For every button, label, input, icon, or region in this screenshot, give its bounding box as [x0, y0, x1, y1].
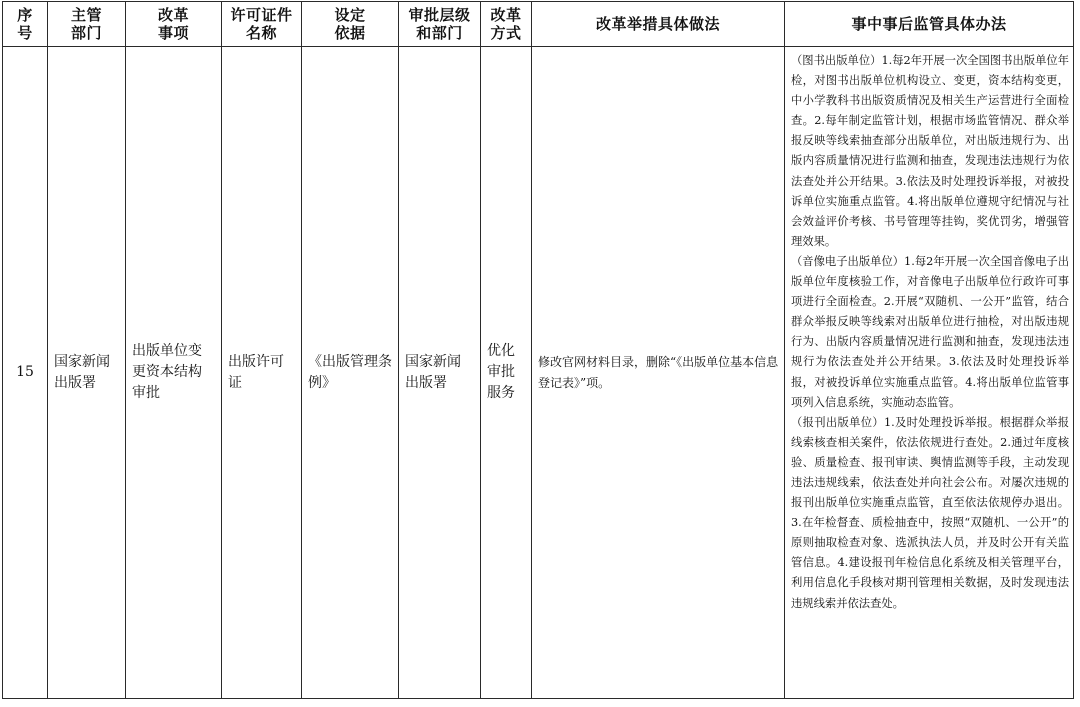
header-measures: 改革举措具体做法 [532, 2, 785, 47]
cell-basis: 《出版管理条例》 [302, 47, 399, 699]
header-row [3, 2, 1074, 47]
reform-table [2, 1, 1074, 699]
cell-measures: 修改官网材料目录，删除“《出版单位基本信息登记表》”项。 [532, 47, 785, 699]
header-method: 改革 方式 [481, 2, 532, 47]
header-item: 改革 事项 [126, 2, 222, 47]
table-row [3, 47, 1074, 699]
supervision-book-publishers: （图书出版单位）1.每2年开展一次全国图书出版单位年检，对图书出版单位机构设立、变更，资本结构变更，中小学教科书出版资质情况及相关生产运营进行全面检查。2.每年制定监管计划，根据市场监管情况、群众举报反映等线索抽查部分出版单位，对出版违规行为、出版内容质量情况进行监测和抽查，发现违法违规行为依法查处并公开结果。3.依法及时处理投诉举报，对被投诉单位实施重点监管。4.将出版单位遵规守纪情况与社会效益评价考核、书号管理等挂钩，奖优罚劣，增强管理效果。 [791, 54, 1069, 248]
cell-level: 国家新闻出版署 [399, 47, 481, 699]
header-basis: 设定 依据 [302, 2, 399, 47]
header-seq: 序 号 [3, 2, 48, 47]
cell-license: 出版许可证 [222, 47, 302, 699]
cell-supervision [785, 47, 1074, 699]
supervision-av-electronic-publishers: （音像电子出版单位）1.每2年开展一次全国音像电子出版单位年度核验工作，对音像电子出版单位行政许可事项进行全面检查。2.开展“双随机、一公开”监管，结合群众举报反映等线索对出版单位进行抽检，对出版违规行为、出版内容质量情况进行监测和抽查，发现违法违规行为依法查处并公开结果。3.依法及时处理投诉举报，对被投诉单位实施重点监管。4.将出版单位监管事项列入信息系统，实施动态监管。 [791, 254, 1069, 409]
cell-item: 出版单位变更资本结构审批 [126, 47, 222, 699]
header-level: 审批层级 和部门 [399, 2, 481, 47]
header-license: 许可证件 名称 [222, 2, 302, 47]
cell-seq: 15 [3, 47, 48, 699]
cell-method: 优化审批服务 [481, 47, 532, 699]
supervision-periodical-publishers: （报刊出版单位）1.及时处理投诉举报。根据群众举报线索核查相关案件，依法依规进行查处。2.通过年度核验、质量检查、报刊审读、舆情监测等手段，主动发现违法违规线索，依法查处并向社会公布。对屡次违规的报刊出版单位实施重点监管，直至依法依规停办退出。3.在年检督查、质检抽查中，按照“双随机、一公开”的原则抽取检查对象、选派执法人员，并及时公开有关监管信息。4.建设报刊年检信息化系统及相关管理平台，利用信息化手段核对期刊管理相关数据，及时发现违法违规线索并依法查处。 [791, 415, 1069, 610]
header-dept: 主管 部门 [48, 2, 126, 47]
cell-dept: 国家新闻出版署 [48, 47, 126, 699]
header-supervision: 事中事后监管具体办法 [785, 2, 1074, 47]
